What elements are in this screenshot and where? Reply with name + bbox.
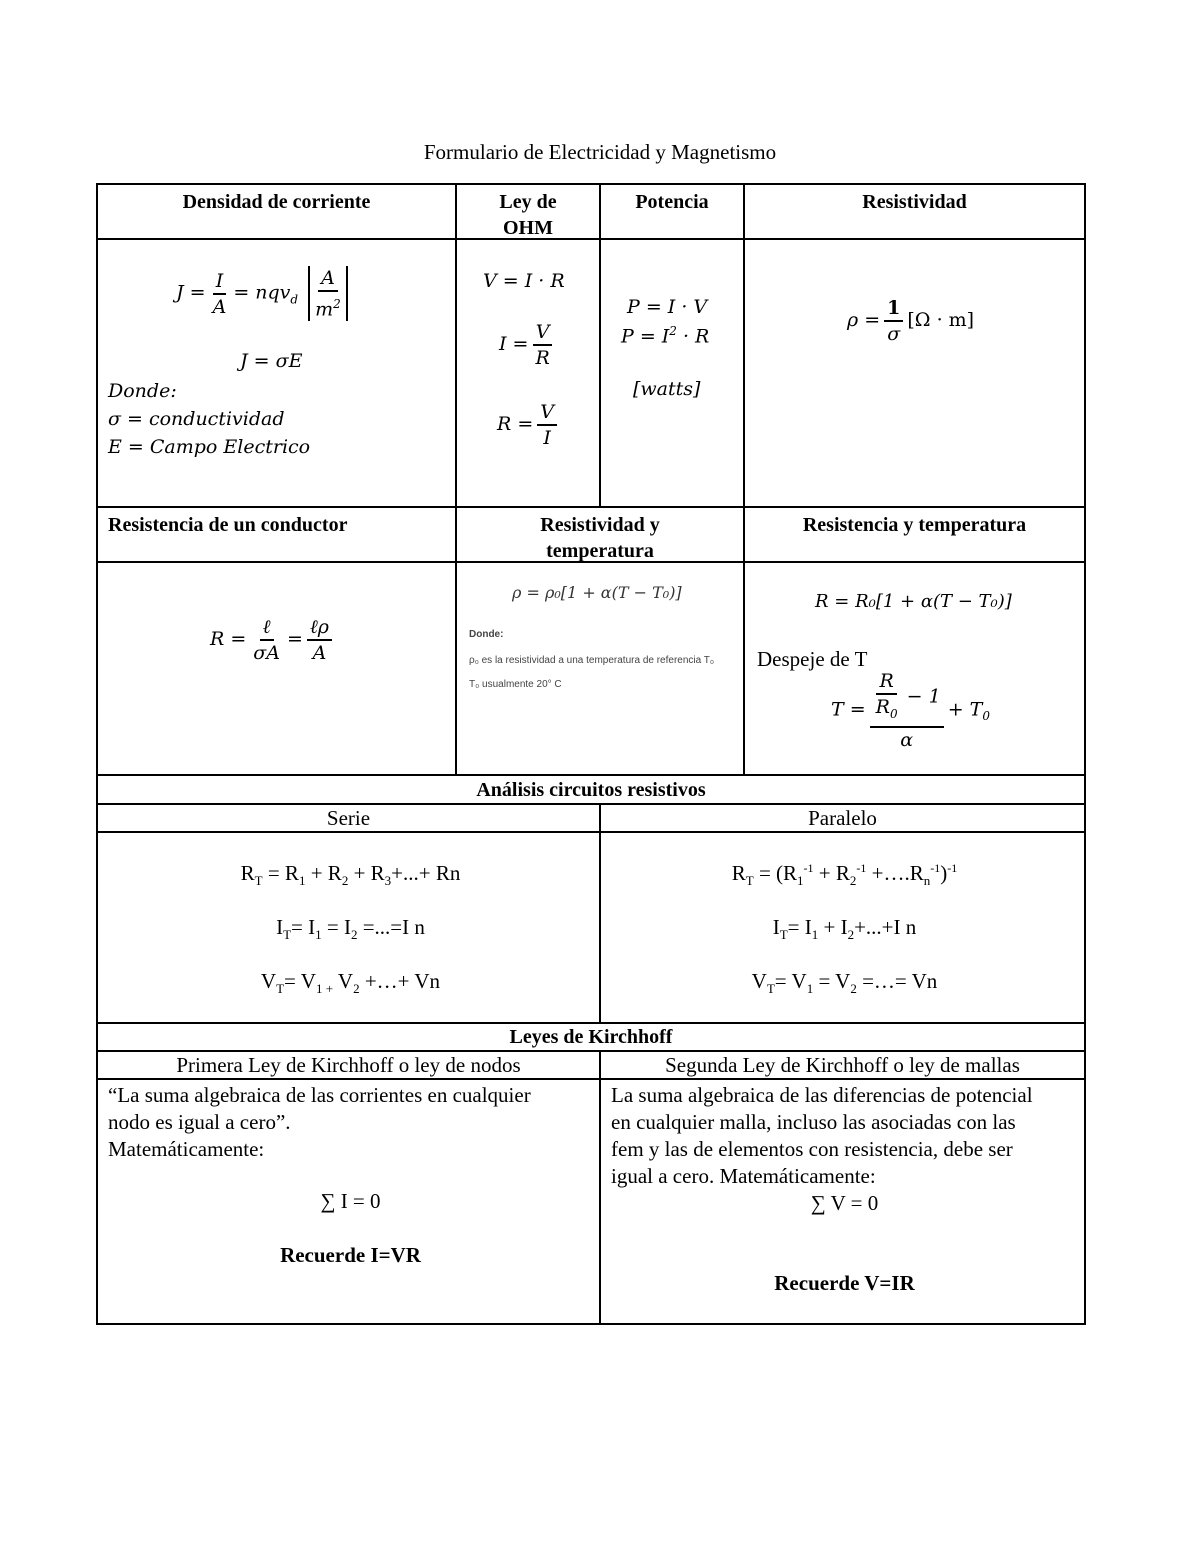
cell-primera-ley (96, 1078, 601, 1325)
formula-rho-sigma: ρ = $\frac{1}{\sigma}$ [Ω · m] (847, 297, 975, 345)
cell-ley-ohm (455, 238, 601, 508)
segunda-text-line1: La suma algebraica de las diferencias de potencial (611, 1083, 1033, 1107)
header-kirchhoff: Leyes de Kirchhoff (96, 1022, 1086, 1052)
formula-vt-serie: $V_T= V_{1 +}$ $V_2$ +…+ Vn (260, 969, 441, 996)
formula-it-paralelo: $I_T= I_1 + I_2+...+I$ n (772, 915, 917, 942)
header-primera-ley: Primera Ley de Kirchhoff o ley de nodos (96, 1050, 601, 1080)
header-ley-ohm (455, 183, 601, 240)
formula-i-vr: I = $\frac{V}{R}$ (499, 320, 557, 370)
header-ley-ohm-line1: Ley de (499, 191, 557, 213)
formula-r-vi: R = $\frac{V}{I}$ (497, 400, 561, 450)
definition-t0: T₀ usualmente 20° C (469, 679, 562, 690)
header-resistencia-temperatura: Resistencia y temperatura (743, 506, 1086, 563)
formula-r-temp: R = R₀[1 + α(T − T₀)] (815, 591, 1012, 612)
primera-text-line1: “La suma algebraica de las corrientes en cualquier (108, 1083, 531, 1107)
header-resistividad: Resistividad (743, 183, 1086, 240)
label-donde: Donde: (108, 380, 177, 402)
header-resistividad-temperatura-line1: Resistividad y (540, 514, 660, 536)
label-despeje-t: Despeje de T (757, 647, 868, 671)
segunda-text-line3: fem y las de elementos con resistencia, debe ser (611, 1137, 1013, 1161)
header-analisis: Análisis circuitos resistivos (96, 774, 1086, 805)
formula-r-conductor: R = $\frac{\text{ℓ}}{\sigma A}$ = $\frac{\text{ℓρ}}{A}$ (210, 615, 336, 665)
segunda-text-line2: en cualquier malla, incluso las asociadas con las (611, 1110, 1016, 1134)
header-densidad: Densidad de corriente (96, 183, 457, 240)
header-resistividad-temperatura-line2: temperatura (546, 540, 654, 562)
formula-current-density: J = $\frac{I}{A}$ = nqv$_d$ $\frac{A}{m^2}$ (176, 266, 352, 321)
cell-resistencia-temperatura (743, 561, 1086, 776)
formula-j-sigma-e: J = σE (240, 350, 303, 372)
definition-e: E = Campo Electrico (108, 436, 311, 458)
formula-rt-paralelo: $R_T = (R_1^{-1} + R_2^{-1}$ $+\dots.R_n^{-1})^{-1}$ (731, 861, 958, 888)
header-ley-ohm-line2: OHM (503, 217, 553, 239)
recuerde-i-vr: Recuerde I=VR (280, 1243, 421, 1267)
formula-sum-i: ∑ I = 0 (320, 1189, 381, 1213)
cell-densidad (96, 238, 457, 508)
formula-vt-paralelo: $V_T= V_1 = V_2$ =…= Vn (751, 969, 938, 996)
recuerde-v-ir: Recuerde V=IR (774, 1271, 915, 1295)
formula-p-i2r: $P = I^2 \cdot R$ (621, 324, 710, 348)
segunda-text-line4: igual a cero. Matemáticamente: (611, 1164, 876, 1188)
header-paralelo: Paralelo (599, 803, 1086, 833)
header-resistividad-temperatura (455, 506, 745, 563)
formula-t-solved: T = $\frac{R}{R_0}$ − 1 α + $T_0$ (831, 670, 990, 751)
formula-it-serie: $I_T= I_1 = I_2 =...=I$ n (276, 915, 425, 942)
cell-potencia (599, 238, 745, 508)
cell-resistencia-conductor (96, 561, 457, 776)
cell-serie (96, 831, 601, 1024)
cell-paralelo (599, 831, 1086, 1024)
formula-table (96, 183, 1086, 1325)
primera-text-line3: Matemáticamente: (108, 1137, 265, 1161)
header-resistencia-conductor: Resistencia de un conductor (96, 506, 457, 563)
formula-sum-v: ∑ V = 0 (810, 1191, 879, 1215)
cell-segunda-ley (599, 1078, 1086, 1325)
primera-text-line2: nodo es igual a cero”. (108, 1110, 291, 1134)
label-watts: [watts] (633, 378, 701, 400)
header-segunda-ley: Segunda Ley de Kirchhoff o ley de mallas (599, 1050, 1086, 1080)
cell-resistividad (743, 238, 1086, 508)
definition-rho0: ρ₀ es la resistividad a una temperatura de referencia T₀ (469, 655, 715, 666)
cell-resistividad-temperatura (455, 561, 745, 776)
header-potencia: Potencia (599, 183, 745, 240)
formula-v-ir: V = I · R (483, 270, 565, 292)
formula-rt-serie: $R_T = R_1 + R_2 + R_3+...+ Rn$ (240, 861, 461, 888)
formula-p-iv: P = I · V (627, 296, 708, 318)
label-donde-rho: Donde: (469, 629, 504, 640)
definition-sigma: σ = conductividad (108, 408, 285, 430)
formula-rho-temp: ρ = ρ₀[1 + α(T − T₀)] (512, 583, 682, 602)
document-title: Formulario de Electricidad y Magnetismo (423, 140, 777, 164)
header-serie: Serie (96, 803, 601, 833)
